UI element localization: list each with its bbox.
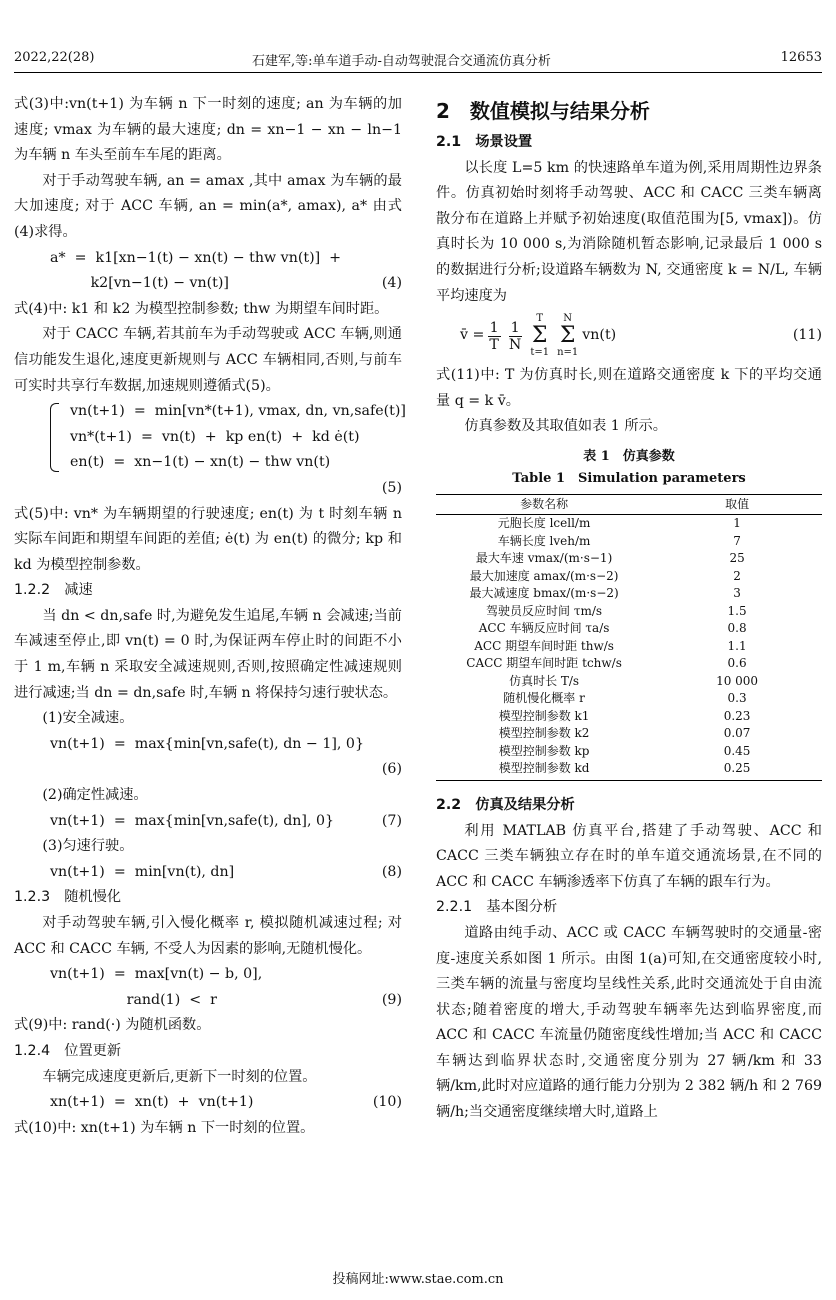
equation-line: rand(1) < r bbox=[50, 991, 217, 1008]
left-brace bbox=[50, 403, 59, 472]
equation-number: (8) bbox=[381, 863, 402, 880]
equation-body: vn(t+1) = min[vn(t), dn] bbox=[50, 863, 235, 880]
equation-line: k2[vn−1(t) − vn(t)] bbox=[50, 275, 229, 292]
equation-5 bbox=[14, 399, 406, 476]
parameter-value-cell: 7 bbox=[733, 533, 741, 548]
equation-number: (4) bbox=[381, 275, 402, 292]
parameter-name-cell: 模型控制参数 k1 bbox=[498, 708, 590, 723]
paragraph: 式(10)中: xn(t+1) 为车辆 n 下一时刻的位置。 bbox=[14, 1119, 315, 1136]
fraction-numerator: 1 bbox=[510, 319, 520, 336]
paragraph: 以长度 L=5 km 的快速路单车道为例,采用周期性边界条件。仿真初始时刻将手动驾驶、ACC 和 CACC 三类车辆离散分布在道路上并赋予初始速度(取值范围为[5, vmax])。仿真时长为 10 000 s,为消除随机暂态影响,记录最后 1 000 s 的数据进行分析;设道路车辆数为 N, 交通密度 k = N/L, 车辆平均速度为 bbox=[436, 159, 822, 304]
fraction-numerator: 1 bbox=[489, 319, 499, 336]
parameter-value-cell: 25 bbox=[729, 551, 745, 566]
section-heading: 2 数值模拟与结果分析 bbox=[436, 99, 650, 123]
paragraph: 对于 CACC 车辆,若其前车为手动驾驶或 ACC 车辆,则通信功能发生退化,速度更新规则与 ACC 车辆相同,否则,与前车可实时共享行车数据,加速规则遵循式(5)。 bbox=[14, 326, 402, 394]
table-row bbox=[436, 725, 822, 743]
paragraph: 车辆完成速度更新后,更新下一时刻的位置。 bbox=[42, 1068, 317, 1085]
subsection-heading: 1.2.3 随机慢化 bbox=[14, 889, 122, 906]
fraction bbox=[507, 320, 523, 353]
table-row bbox=[436, 550, 822, 568]
equation-number: (11) bbox=[792, 327, 822, 344]
parameter-name-cell: ACC 期望车间时距 thw/s bbox=[474, 638, 614, 653]
table-row bbox=[436, 515, 822, 533]
parameter-name-cell: 模型控制参数 k2 bbox=[498, 726, 590, 741]
right-column bbox=[436, 92, 822, 1126]
parameter-name-cell: CACC 期望车间时距 tchw/s bbox=[466, 656, 622, 671]
footer-submission-url: 投稿网址:www.stae.com.cn bbox=[332, 1272, 504, 1287]
parameter-name-cell: 随机慢化概率 r bbox=[503, 691, 585, 706]
paragraph: 式(4)中: k1 和 k2 为模型控制参数; thw 为期望车间时距。 bbox=[14, 300, 389, 317]
sum-upper: T bbox=[536, 313, 544, 325]
equation-number: (9) bbox=[381, 991, 402, 1008]
paragraph: 利用 MATLAB 仿真平台,搭建了手动驾驶、ACC 和 CACC 三类车辆独立存在时的单车道交通流场景,在不同的 ACC 和 CACC 车辆渗透率下仿真了车辆的跟车行为。 bbox=[436, 822, 822, 890]
table-row bbox=[436, 673, 822, 691]
equation-8 bbox=[14, 860, 402, 886]
parameter-name-cell: 最大减速度 bmax/(m·s−2) bbox=[469, 586, 619, 601]
list-item-title: (3)匀速行驶。 bbox=[42, 838, 134, 855]
equation-body: vn(t+1) = max{min[vn,safe(t), dn − 1], 0} bbox=[50, 735, 364, 752]
sum-upper: N bbox=[563, 313, 573, 325]
header-page-number: 12653 bbox=[780, 50, 822, 65]
equation-number: (7) bbox=[381, 812, 402, 829]
header-rule bbox=[14, 72, 822, 73]
parameter-name-cell: 元胞长度 lcell/m bbox=[497, 516, 591, 531]
equation-line: en(t) = xn−1(t) − xn(t) − thw vn(t) bbox=[70, 454, 331, 471]
equation-line: vn(t+1) = min[vn*(t+1), vmax, dn, vn,safe(t)] bbox=[70, 403, 406, 420]
parameter-value-cell: 0.45 bbox=[723, 743, 751, 758]
subsection-heading: 2.1 场景设置 bbox=[436, 134, 533, 150]
table-row bbox=[436, 655, 822, 673]
table-row bbox=[436, 620, 822, 638]
fraction-denominator: T bbox=[489, 336, 499, 353]
paragraph: 仿真参数及其取值如表 1 所示。 bbox=[464, 418, 667, 435]
equation-11 bbox=[436, 313, 822, 359]
paragraph: 对手动驾驶车辆,引入慢化概率 r, 模拟随机减速过程; 对 ACC 和 CACC 车辆, 不受人为因素的影响,无随机慢化。 bbox=[14, 915, 402, 957]
equation-number: (5) bbox=[381, 479, 402, 496]
parameter-value-cell: 0.07 bbox=[723, 726, 751, 741]
table-row bbox=[436, 533, 822, 551]
sum-lower: t=1 bbox=[530, 347, 550, 359]
parameter-name-cell: 最大车速 vmax/(m·s−1) bbox=[475, 551, 613, 566]
equation-number: (10) bbox=[372, 1094, 402, 1111]
table-row bbox=[436, 760, 822, 780]
parameter-value-cell: 0.25 bbox=[652, 760, 822, 780]
parameter-name-cell: 模型控制参数 kd bbox=[436, 760, 652, 780]
equation-9 bbox=[14, 962, 402, 1013]
table-row bbox=[436, 690, 822, 708]
parameter-value-cell: 3 bbox=[733, 586, 741, 601]
equation-body: xn(t+1) = xn(t) + vn(t+1) bbox=[50, 1094, 254, 1111]
table-header: 参数名称 bbox=[436, 494, 652, 515]
summation-sign: T Σ t=1 bbox=[530, 313, 550, 359]
parameter-name-cell: 仿真时长 T/s bbox=[509, 673, 580, 688]
header-running-title: 石建军,等:单车道手动-自动驾驶混合交通流仿真分析 bbox=[252, 54, 551, 69]
equation-number: (6) bbox=[381, 761, 402, 778]
equation-6 bbox=[14, 732, 402, 758]
equation-lhs: v̄ = bbox=[460, 327, 485, 344]
paragraph: 式(9)中: rand(·) 为随机函数。 bbox=[14, 1017, 211, 1034]
equation-body: vn(t+1) = max{min[vn,safe(t), dn], 0} bbox=[50, 812, 335, 829]
subsection-heading: 2.2.1 基本图分析 bbox=[436, 899, 558, 916]
header-journal-issue: 2022,22(28) bbox=[14, 50, 95, 65]
list-item-title: (2)确定性减速。 bbox=[42, 787, 148, 804]
parameter-name-cell: 最大加速度 amax/(m·s−2) bbox=[469, 568, 619, 583]
parameter-value-cell: 2 bbox=[733, 568, 741, 583]
paragraph: 式(3)中:vn(t+1) 为车辆 n 下一时刻的速度; an 为车辆的加速度; vmax 为车辆的最大速度; dn = xn−1 − xn − ln−1 为车辆 n 车头至前车车尾的距离。 bbox=[14, 96, 402, 164]
table-caption-en: Table 1 Simulation parameters bbox=[512, 470, 746, 486]
equation-7 bbox=[14, 809, 402, 835]
equation-line: a* = k1[xn−1(t) − xn(t) − thw vn(t)] + bbox=[50, 249, 342, 266]
parameter-name-cell: 车辆长度 lveh/m bbox=[497, 533, 591, 548]
sum-lower: n=1 bbox=[557, 347, 579, 359]
parameter-name-cell: 模型控制参数 kp bbox=[498, 743, 590, 758]
table-row bbox=[436, 638, 822, 656]
fraction-denominator: N bbox=[508, 336, 522, 353]
table-row bbox=[436, 743, 822, 761]
subsection-heading: 1.2.4 位置更新 bbox=[14, 1042, 122, 1059]
table-row bbox=[436, 708, 822, 726]
parameter-value-cell: 1.5 bbox=[727, 603, 747, 618]
paragraph: 式(11)中: T 为仿真时长,则在道路交通密度 k 下的平均交通量 q = k v̄。 bbox=[436, 367, 822, 409]
equation-4 bbox=[14, 246, 402, 297]
parameter-value-cell: 1.1 bbox=[727, 638, 747, 653]
equation-rhs: vn(t) bbox=[582, 327, 617, 344]
parameter-value-cell: 0.23 bbox=[723, 708, 751, 723]
summation-sign: N Σ n=1 bbox=[557, 313, 579, 359]
left-column bbox=[14, 92, 406, 1141]
table-row bbox=[436, 568, 822, 586]
parameter-value-cell: 0.6 bbox=[727, 656, 747, 671]
parameter-value-cell: 1 bbox=[733, 516, 741, 531]
paragraph: 道路由纯手动、ACC 或 CACC 车辆驾驶时的交通量-密度-速度关系如图 1 所示。由图 1(a)可知,在交通密度较小时,三类车辆的流量与密度均呈线性关系,此时交通流处于自由流状态;随着密度的增大,手动驾驶车辆率先达到临界密度,而 ACC 和 CACC 车流量仍随密度线性增加;当 ACC 和 CACC 车辆达到临界状态时,交通密度分别为 27 辆/km 和 33 辆/km,此时对应道路的通行能力分别为 2 382 辆/h 和 2 769 辆/h;当交通密度继续增大时,道路上 bbox=[436, 924, 822, 1121]
paragraph: 式(5)中: vn* 为车辆期望的行驶速度; en(t) 为 t 时刻车辆 n 实际车间距和期望车间距的差值; ė(t) 为 en(t) 的微分; kp 和 kd 为模型控制参数。 bbox=[14, 505, 402, 573]
parameter-table bbox=[436, 494, 822, 781]
table-row bbox=[436, 585, 822, 603]
equation-10 bbox=[14, 1090, 402, 1116]
parameter-value-cell: 0.3 bbox=[727, 691, 747, 706]
table-caption-cn: 表 1 仿真参数 bbox=[583, 448, 675, 464]
parameter-value-cell: 0.8 bbox=[727, 621, 747, 636]
parameter-name-cell: 驾驶员反应时间 τm/s bbox=[486, 603, 603, 618]
fraction bbox=[487, 320, 500, 353]
table-row bbox=[436, 603, 822, 621]
subsection-heading: 2.2 仿真及结果分析 bbox=[436, 796, 575, 813]
subsection-heading: 1.2.2 减速 bbox=[14, 582, 93, 599]
equation-line: vn(t+1) = max[vn(t) − b, 0], bbox=[50, 966, 263, 983]
paragraph: 当 dn < dn,safe 时,为避免发生追尾,车辆 n 会减速;当前车减速至停止,即 vn(t) = 0 时,为保证两车停止时的间距不小于 1 m,车辆 n 采取安全减速规则,否则,按照确定性减速规则进行减速;当 dn = dn,safe 时,车辆 n 将保持匀速行驶状态。 bbox=[14, 607, 402, 701]
equation-line: vn*(t+1) = vn(t) + kp en(t) + kd ė(t) bbox=[70, 428, 360, 445]
paragraph: 对于手动驾驶车辆, an = amax ,其中 amax 为车辆的最大加速度; 对于 ACC 车辆, an = min(a*, amax), a* 由式(4)求得。 bbox=[14, 172, 402, 240]
parameter-name-cell: ACC 车辆反应时间 τa/s bbox=[478, 621, 610, 636]
list-item-title: (1)安全减速。 bbox=[42, 710, 134, 727]
table-header: 取值 bbox=[652, 494, 822, 515]
parameter-value-cell: 10 000 bbox=[716, 673, 759, 688]
